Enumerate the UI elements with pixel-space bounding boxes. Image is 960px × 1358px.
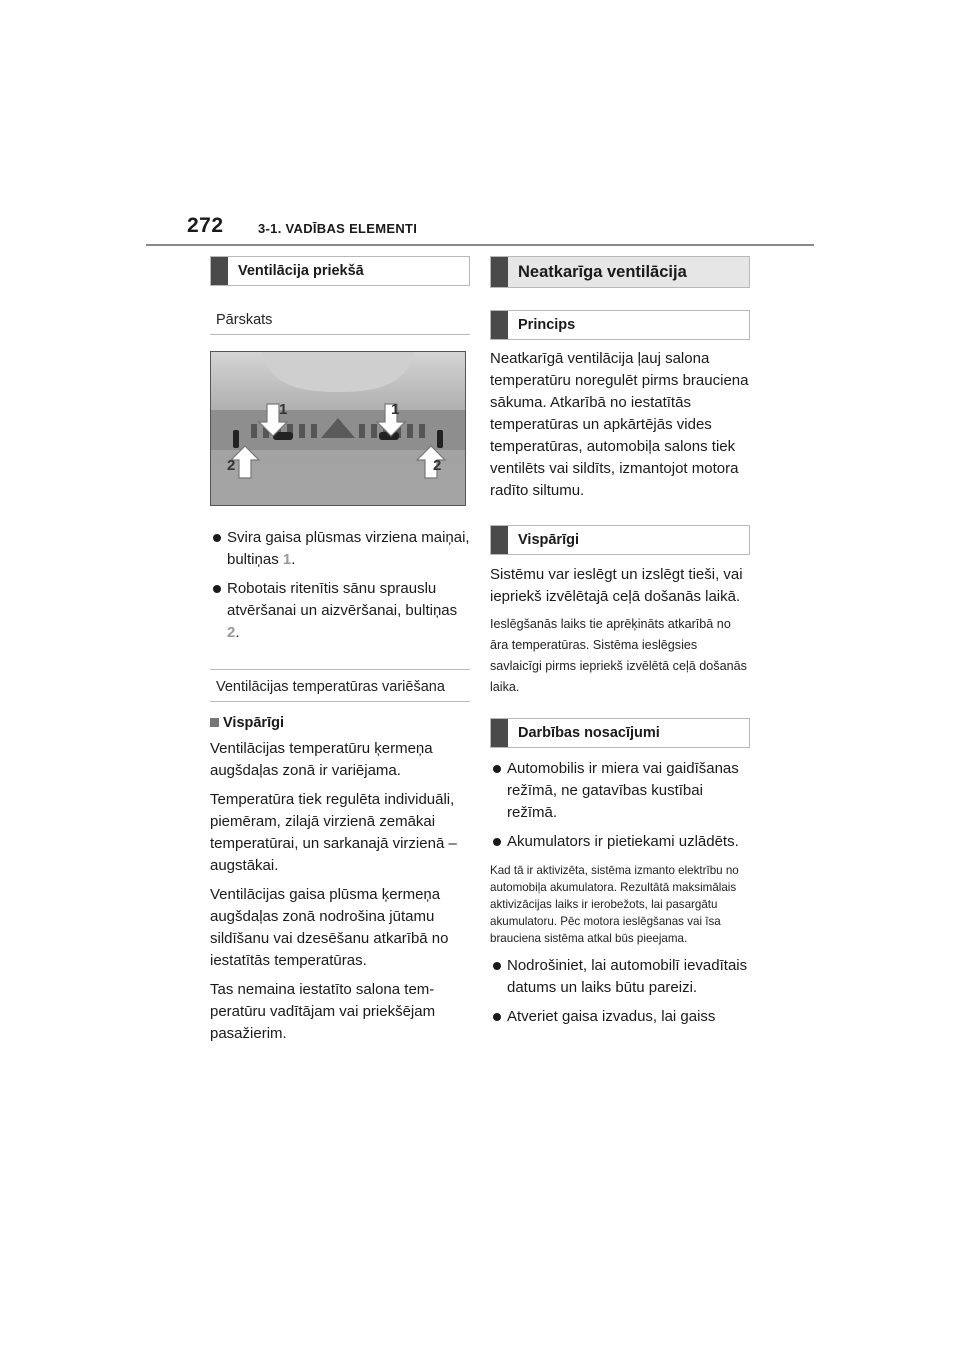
- paragraph: Temperatūra tiek regulēta individuāli, piemēram, zilajā virzienā zemākai temperatūrai, un sarkanajā virzienā – augstākai.: [210, 791, 457, 874]
- note-battery: Kad tā ir aktivizēta, sistēma izmanto elektrību no automobiļa akumulatora. Rezultātā maksimālais aktivizācijas laiks ir ierobežots, lai pasargātu akumulatoru. Pēc motora ieslēgšanas vai īsa brauciena sistēma atkal būs pieejama.: [490, 864, 739, 945]
- callout-ref-1: 1: [282, 551, 292, 568]
- heading-general-right: Vispārīgi: [490, 525, 750, 555]
- paragraph: Tas nemaina iestatīto salona temperatūru vadītājam vai priekšējam pasažierim.: [210, 981, 436, 1042]
- list-item: Akumulators ir pietiekami uzlādēts.: [490, 831, 750, 853]
- paragraph-general: Sistēmu var ieslēgt un izslēgt tieši, vai iepriekš izvēlētajā ceļā došanās laikā.: [490, 566, 743, 605]
- callout-1-left: 1: [279, 401, 288, 418]
- dashboard-vents-illustration: [211, 352, 465, 505]
- paragraph-principle: Neatkarīgā ventilācija ļauj salona temperatūru noregulēt pirms brauciena sākuma. Atkarībā no iestatītās temperatūras un apkārtējās vides temperatūras, automobiļa salons tiek ventilēts vai sildīts, izmantojot motora radīto siltumu.: [490, 350, 749, 499]
- chapter-title: 3-1. VADĪBAS ELEMENTI: [258, 221, 418, 236]
- vents-figure: [210, 351, 466, 506]
- heading-conditions: Darbības nosacījumi: [490, 718, 750, 748]
- callout-2-right: 2: [433, 457, 442, 474]
- header-divider: [146, 244, 814, 246]
- paragraph: Ventilācijas temperatūru ķermeņa augšdaļas zonā ir variējama.: [210, 740, 433, 779]
- callout-1-right: 1: [391, 401, 400, 418]
- note-activation-time: Ieslēgšanās laiks tie aprēķināts atkarībā no āra temperatūras. Sistēma ieslēgsies savlaicīgi pirms iepriekš izvēlētā ceļā došanās laika.: [490, 617, 747, 694]
- right-column: [490, 256, 750, 1028]
- page-number: 272: [187, 214, 224, 237]
- callout-ref-2: 2: [227, 624, 236, 641]
- left-column: [210, 256, 470, 1045]
- list-item: Robotais ritenītis sānu sprauslu atvēršanai un aizvēršanai, bultiņas 2.: [210, 578, 470, 644]
- subheading-overview: Pārskats: [210, 310, 470, 335]
- paragraph: Ventilācijas gaisa plūsma ķermeņa augšdaļas zonā nodrošina jūtamu sildīšanu vai dzesēšanu atkarībā no iestatītās temperatūras.: [210, 886, 449, 969]
- callout-2-left: 2: [227, 457, 236, 474]
- list-item: Automobilis ir miera vai gaidīšanas režīmā, ne gatavības kustībai režīmā.: [490, 758, 750, 824]
- list-item: Svira gaisa plūsmas virziena maiņai, bultiņas 1.: [210, 527, 470, 571]
- section-heading-independent-ventilation: Neatkarīga ventilācija: [490, 256, 750, 288]
- list-item: Nodrošiniet, lai automobilī ievadītais datums un laiks būtu pareizi.: [490, 955, 750, 999]
- heading-principle: Princips: [490, 310, 750, 340]
- heading-general: Vispārīgi: [210, 713, 470, 733]
- list-item: Atveriet gaisa izvadus, lai gaiss: [490, 1006, 750, 1028]
- subheading-temperature-variation: Ventilācijas temperatūras variēšana: [210, 669, 470, 702]
- section-heading-front-ventilation: Ventilācija priekšā: [210, 256, 470, 286]
